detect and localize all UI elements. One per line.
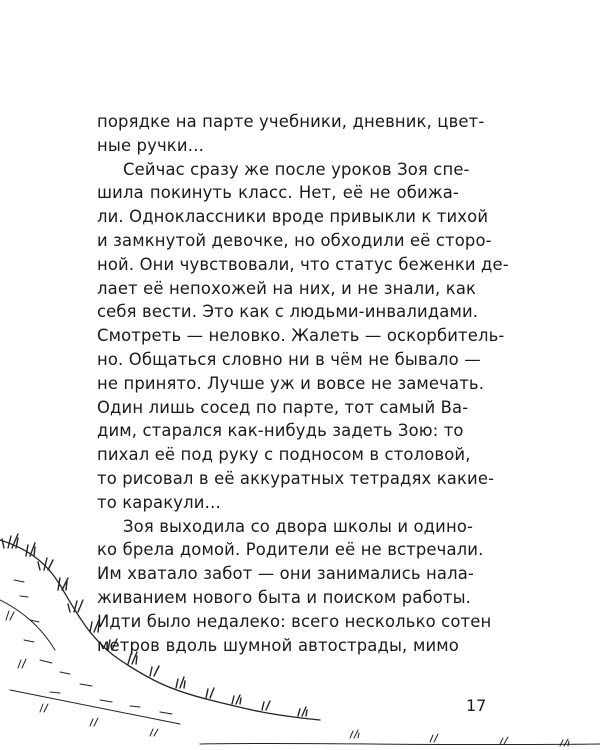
text-line: дим, старался как-нибудь задеть Зою: то bbox=[97, 421, 464, 441]
text-line: лает её непохожей на них, и не знали, как bbox=[97, 278, 477, 298]
text-line: ко брела домой. Родители её не встречали. bbox=[97, 540, 484, 560]
page-number: 17 bbox=[466, 696, 487, 715]
text-line: Смотреть — неловко. Жалеть — оскорбитель- bbox=[97, 326, 505, 346]
text-line: и замкнутой девочке, но обходили её сторо- bbox=[97, 230, 492, 250]
text-line: Сейчас сразу же после уроков Зоя спе- bbox=[123, 159, 470, 179]
text-line: но. Общаться словно ни в чём не бывало — bbox=[97, 349, 481, 369]
text-line: не принято. Лучше уж и вовсе не замечать. bbox=[97, 373, 485, 393]
text-line: шила покинуть класс. Нет, её не обижа- bbox=[97, 183, 459, 203]
text-line: пихал её под руку с подносом в столовой, bbox=[97, 445, 471, 465]
text-line: Идти было недалеко: всего несколько сотен bbox=[97, 611, 492, 631]
text-line: ные ручки… bbox=[97, 135, 205, 155]
text-line: живанием нового быта и поиском работы. bbox=[97, 587, 472, 607]
text-line: порядке на парте учебники, дневник, цвет- bbox=[97, 112, 485, 131]
body-text bbox=[97, 110, 509, 657]
text-line: метров вдоль шумной автострады, мимо bbox=[97, 635, 459, 655]
text-line: то рисовал в её аккуратных тетрадях какие- bbox=[97, 468, 495, 488]
text-line: ли. Одноклассники вроде привыкли к тихой bbox=[97, 207, 489, 227]
text-line: Им хватало забот — они занимались нала- bbox=[97, 564, 475, 584]
text-line: то каракули… bbox=[97, 492, 222, 512]
text-line: Зоя выходила со двора школы и одино- bbox=[123, 516, 474, 536]
text-line: Один лишь сосед по парте, тот самый Ва- bbox=[97, 397, 469, 417]
text-line: себя вести. Это как с людьми-инвалидами. bbox=[97, 302, 479, 322]
text-line: ной. Они чувствовали, что статус беженки де- bbox=[97, 254, 509, 274]
